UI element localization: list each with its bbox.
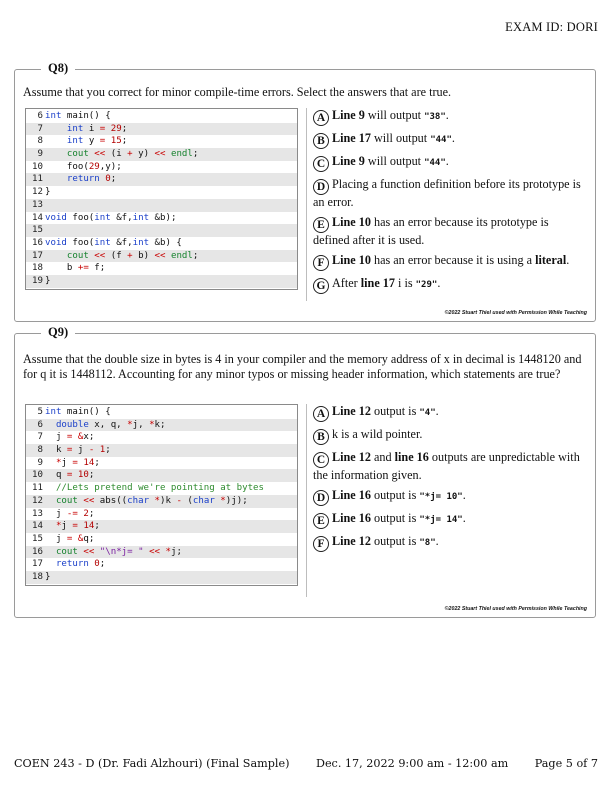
code-line-number: 12 — [32, 187, 43, 198]
code-token: ; — [110, 174, 117, 185]
code-line-number: 7 — [37, 123, 43, 134]
option-text: literal — [535, 253, 567, 267]
code-token: j — [45, 508, 67, 519]
code-line-number: 10 — [32, 470, 43, 481]
code-line — [26, 161, 297, 174]
question-9-label: Q9) — [41, 325, 75, 340]
code-line — [26, 482, 297, 495]
option-letter-circle[interactable]: B — [313, 133, 329, 149]
code-token: << — [154, 250, 166, 261]
code-line-text — [45, 444, 111, 457]
code-token: * — [55, 457, 62, 468]
option-letter-circle[interactable]: B — [313, 429, 329, 445]
output-literal: "44" — [430, 135, 452, 145]
code-line-number: 19 — [32, 275, 43, 286]
code-token: ; — [192, 250, 199, 261]
code-token: = — [66, 470, 73, 481]
code-token: 10 — [77, 470, 89, 481]
code-token: 2 — [83, 508, 89, 519]
code-line-number: 11 — [32, 174, 43, 185]
code-token: ; — [94, 521, 100, 532]
code-token: ; — [105, 445, 111, 456]
code-line-number: 8 — [37, 136, 43, 147]
code-line-text — [45, 212, 176, 225]
code-token: int — [45, 407, 62, 417]
code-line — [26, 495, 297, 508]
code-line-text — [45, 250, 198, 263]
code-token: << — [83, 495, 95, 506]
code-line — [26, 419, 297, 432]
option-letter-circle[interactable]: E — [313, 217, 329, 233]
code-line-text — [45, 262, 105, 275]
code-token: //Lets pretend we're pointing at bytes — [55, 483, 264, 494]
option-text: Line 10 — [332, 215, 371, 229]
code-token: = — [72, 457, 78, 468]
footer-date: Dec. 17, 2022 9:00 am - 12:00 am — [315, 757, 509, 770]
code-token: i — [83, 123, 100, 134]
code-token: j — [45, 533, 67, 544]
code-line — [26, 173, 297, 186]
code-token: * — [55, 521, 62, 532]
code-token: main() { — [61, 111, 111, 121]
code-token — [45, 124, 67, 134]
code-line — [26, 186, 297, 199]
code-token: ; — [121, 123, 128, 134]
exam-id: EXAM ID: DORI — [505, 20, 598, 34]
question-9-code-listing — [25, 404, 298, 586]
code-line — [26, 444, 297, 457]
option-text: . — [462, 511, 466, 525]
code-line-text — [45, 520, 100, 533]
code-token: return — [55, 559, 89, 570]
code-token: (f — [105, 250, 128, 261]
option-text: . — [462, 488, 466, 502]
code-line — [26, 123, 297, 136]
code-line-text — [45, 495, 248, 508]
answer-option-c[interactable] — [313, 450, 587, 483]
question-9-prompt: Assume that the double size in bytes is 4 in your compiler and the memory address of x in decimal is 1448120 and for q it is 1448112. Accounting for any minor typos or missing header information, which statements are true? — [23, 352, 582, 381]
code-line-number: 13 — [32, 508, 43, 519]
code-token: 1 — [99, 445, 106, 456]
code-line-number: 6 — [37, 419, 43, 430]
code-line-text — [45, 457, 100, 470]
code-line-number: 7 — [37, 432, 43, 443]
option-text: . — [566, 253, 570, 267]
code-line — [26, 469, 297, 482]
code-line-number: 17 — [32, 250, 43, 261]
question-9-options — [313, 404, 587, 557]
code-line — [26, 520, 297, 533]
code-token: abs(( — [94, 495, 128, 506]
code-token: j; — [171, 546, 182, 557]
code-token: } — [45, 187, 51, 198]
code-line-text — [45, 148, 198, 161]
answer-option-d[interactable] — [313, 177, 587, 210]
code-token: q; — [83, 533, 95, 544]
option-text: . — [435, 404, 439, 418]
code-token: << — [94, 149, 106, 160]
code-token: endl — [170, 149, 193, 160]
code-token: )k — [160, 495, 177, 506]
code-token: k; — [154, 419, 166, 430]
option-text: has an error because it is using a — [370, 253, 536, 267]
code-token: - — [88, 445, 95, 456]
code-line-text — [45, 571, 50, 584]
code-token — [45, 251, 67, 261]
code-token: b) — [132, 250, 155, 261]
code-token: 14 — [83, 457, 95, 468]
code-token: * — [220, 495, 226, 506]
code-line-text — [45, 558, 105, 571]
code-token: ; — [121, 136, 128, 147]
code-token: -= — [66, 508, 78, 519]
code-line — [26, 212, 297, 225]
code-token: int — [66, 123, 84, 134]
code-line-text — [45, 173, 116, 186]
option-text: . — [451, 131, 455, 145]
code-line — [26, 237, 297, 250]
code-line-number: 13 — [32, 199, 43, 210]
option-text: will output — [370, 131, 431, 145]
code-token — [45, 458, 56, 468]
code-line-number: 14 — [32, 521, 43, 532]
code-token — [45, 136, 67, 146]
option-letter-circle[interactable]: F — [313, 255, 329, 271]
code-line-number: 11 — [32, 483, 43, 494]
code-token: int — [66, 136, 84, 147]
code-token: x, q, — [88, 419, 128, 430]
option-text: k is a wild pointer. — [332, 427, 423, 441]
code-token: int — [94, 212, 111, 223]
output-literal: "29" — [415, 280, 438, 290]
code-line-number: 18 — [32, 263, 43, 274]
code-token: * — [149, 419, 155, 430]
question-9-divider — [306, 404, 307, 597]
option-text: i is — [394, 276, 416, 290]
code-token: cout — [55, 546, 78, 557]
output-literal: "4" — [419, 408, 436, 418]
option-letter-circle[interactable]: D — [313, 490, 329, 506]
code-line-text — [45, 419, 166, 432]
code-token: & — [77, 533, 84, 544]
option-letter-circle[interactable]: E — [313, 513, 329, 529]
code-line-number: 15 — [32, 533, 43, 544]
code-token: (i — [105, 149, 128, 160]
code-line-number: 8 — [37, 445, 43, 456]
question-9-credit: ©2022 Stuart Thiel used with Permission While Teaching — [444, 606, 587, 612]
code-line-text — [45, 123, 127, 136]
code-token: * — [165, 546, 171, 557]
code-token: j — [72, 445, 89, 456]
output-literal: "*j= 14" — [419, 515, 463, 525]
code-token: 14 — [83, 521, 95, 532]
option-letter-circle[interactable]: A — [313, 110, 329, 126]
answer-option-g[interactable] — [313, 276, 587, 294]
code-token: 29 — [110, 123, 122, 134]
code-line — [26, 135, 297, 148]
code-line-number: 5 — [37, 407, 43, 417]
code-token — [45, 174, 67, 184]
code-token: k — [45, 445, 67, 456]
code-line — [26, 546, 297, 559]
option-text: has an error because its prototype is defined after it is used. — [313, 215, 549, 247]
code-token: &f, — [110, 212, 133, 223]
code-line — [26, 275, 297, 288]
code-token: = — [66, 432, 73, 443]
code-token: + — [127, 250, 133, 261]
option-text: . — [445, 154, 449, 168]
code-token — [45, 483, 56, 493]
option-text: Placing a function definition before its prototype is an error. — [313, 177, 581, 209]
code-token: << — [83, 546, 95, 557]
code-token: += — [77, 263, 89, 274]
code-token: cout — [66, 149, 89, 160]
code-token: ; — [99, 559, 106, 570]
code-token: b — [45, 263, 78, 274]
code-line — [26, 533, 297, 546]
code-token: int — [132, 212, 150, 223]
option-text: Line 12 — [332, 450, 371, 464]
code-token: int — [94, 237, 111, 248]
answer-option-b[interactable] — [313, 427, 587, 445]
code-token: ( — [181, 495, 193, 506]
code-token: &f, — [110, 237, 133, 248]
option-text: . — [437, 276, 441, 290]
code-token: * — [154, 495, 161, 506]
code-token: y) — [132, 149, 155, 160]
option-text: output is — [370, 511, 420, 525]
code-line-text — [45, 186, 50, 199]
output-literal: "*j= 10" — [419, 492, 463, 502]
question-8-credit: ©2022 Stuart Thiel used with Permission While Teaching — [444, 310, 587, 316]
code-token: j — [45, 432, 67, 443]
code-token: } — [45, 571, 51, 582]
option-text: . — [445, 108, 449, 122]
code-line — [26, 431, 297, 444]
answer-option-b[interactable] — [313, 131, 587, 149]
code-token: << — [154, 149, 166, 160]
code-token: return — [66, 174, 100, 185]
code-token: 0 — [105, 174, 111, 185]
code-line-text — [45, 237, 182, 250]
code-token: q — [45, 470, 67, 481]
code-token: << — [149, 546, 161, 557]
code-token: void — [45, 212, 67, 223]
code-token: &b); — [149, 212, 177, 223]
option-text: Line 12 — [332, 534, 371, 548]
question-8-code-listing — [25, 108, 298, 290]
footer-course: COEN 243 - D (Dr. Fadi Alzhouri) (Final Sample) — [14, 757, 290, 770]
code-token: int — [132, 237, 150, 248]
code-line — [26, 110, 297, 123]
option-text: will output — [364, 108, 425, 122]
code-token — [45, 547, 56, 557]
code-token: main() { — [61, 407, 111, 417]
code-line-number: 6 — [37, 111, 43, 121]
code-token: &b) { — [149, 237, 182, 248]
code-line-text — [45, 482, 264, 495]
code-token — [45, 420, 56, 430]
option-letter-circle[interactable]: G — [313, 278, 329, 294]
code-token: "\n*j= " — [99, 546, 144, 557]
code-token: foo( — [66, 212, 95, 223]
code-line-number: 9 — [37, 149, 43, 160]
option-text: and — [370, 450, 395, 464]
code-token: = — [66, 445, 73, 456]
code-token: = — [72, 521, 78, 532]
code-line — [26, 406, 297, 419]
option-text: Line 9 — [332, 154, 365, 168]
answer-option-f[interactable] — [313, 534, 587, 552]
option-text: will output — [364, 154, 425, 168]
code-line-number: 17 — [32, 559, 43, 570]
code-token: cout — [55, 495, 78, 506]
code-token: j — [61, 457, 73, 468]
code-line — [26, 199, 297, 212]
code-token: = — [99, 123, 106, 134]
output-literal: "8" — [419, 538, 436, 548]
option-text: Line 12 — [332, 404, 371, 418]
answer-option-f[interactable] — [313, 253, 587, 271]
option-letter-circle[interactable]: C — [313, 452, 329, 468]
code-token: ; — [94, 457, 100, 468]
code-token: j, — [132, 419, 150, 430]
code-line — [26, 558, 297, 571]
code-line — [26, 508, 297, 521]
option-text: Line 10 — [332, 253, 371, 267]
code-token: ; — [88, 508, 95, 519]
code-token: & — [77, 432, 84, 443]
option-text: outputs are unpredictable with the information given. — [313, 450, 580, 482]
code-line — [26, 224, 297, 237]
code-token: 15 — [110, 136, 122, 147]
code-line-text — [45, 161, 122, 174]
option-text: output is — [370, 534, 420, 548]
code-token: endl — [170, 250, 193, 261]
code-line — [26, 457, 297, 470]
question-8-options — [313, 108, 587, 299]
code-token: void — [45, 237, 67, 248]
code-token: 29 — [88, 161, 100, 172]
code-line-text — [45, 469, 94, 482]
code-token: char — [192, 495, 215, 506]
code-token: char — [127, 495, 150, 506]
answer-option-a[interactable] — [313, 108, 587, 126]
code-token: y — [83, 136, 100, 147]
option-text: Line 16 — [332, 488, 371, 502]
code-line-number: 15 — [32, 225, 43, 236]
code-token: foo( — [66, 237, 95, 248]
option-text: Line 17 — [332, 131, 371, 145]
output-literal: "38" — [424, 112, 446, 122]
code-token: } — [45, 275, 51, 286]
code-token: << — [94, 250, 106, 261]
answer-option-e[interactable] — [313, 511, 587, 529]
option-text: output is — [370, 404, 420, 418]
code-line-number: 16 — [32, 546, 43, 557]
code-token: * — [127, 419, 133, 430]
code-token: ,y); — [99, 161, 122, 172]
option-letter-circle[interactable]: F — [313, 536, 329, 552]
code-token — [45, 149, 67, 159]
code-token: j — [61, 521, 73, 532]
code-line — [26, 250, 297, 263]
code-line-number: 16 — [32, 237, 43, 248]
option-letter-circle[interactable]: C — [313, 156, 329, 172]
code-token: + — [127, 149, 133, 160]
answer-option-c[interactable] — [313, 154, 587, 172]
code-line-number: 14 — [32, 212, 43, 223]
code-line-number: 12 — [32, 495, 43, 506]
answer-option-d[interactable] — [313, 488, 587, 506]
code-line-text — [45, 546, 182, 559]
page-footer — [14, 757, 598, 770]
code-line-text — [45, 533, 94, 546]
code-line — [26, 262, 297, 275]
code-line-number: 18 — [32, 571, 43, 582]
code-token — [45, 496, 56, 506]
code-line — [26, 148, 297, 161]
code-line-text — [45, 135, 127, 148]
footer-page-number: Page 5 of 7 — [534, 757, 598, 770]
code-line-text — [45, 275, 50, 288]
option-text: line 17 — [360, 276, 395, 290]
code-line-text — [45, 508, 94, 521]
question-8-box — [14, 61, 596, 322]
question-8-label: Q8) — [41, 61, 75, 76]
code-line-text — [45, 431, 94, 444]
option-letter-circle[interactable]: A — [313, 406, 329, 422]
code-line-number: 10 — [32, 161, 43, 172]
code-line — [26, 571, 297, 584]
option-text: output is — [370, 488, 420, 502]
code-token: = — [66, 533, 73, 544]
code-token: 0 — [94, 559, 100, 570]
option-text: line 16 — [394, 450, 429, 464]
option-text: After — [332, 276, 361, 290]
code-token: f; — [88, 263, 106, 274]
code-token: ; — [192, 149, 199, 160]
code-token: = — [99, 136, 106, 147]
code-token: ; — [88, 470, 95, 481]
output-literal: "44" — [424, 158, 446, 168]
code-token: x; — [83, 432, 95, 443]
code-token: - — [176, 495, 182, 506]
code-line-number: 9 — [37, 457, 43, 468]
code-token — [45, 521, 56, 531]
code-line-text — [45, 110, 111, 123]
option-text: Line 16 — [332, 511, 371, 525]
code-token: double — [55, 419, 89, 430]
option-letter-circle[interactable]: D — [313, 179, 329, 195]
question-9-box — [14, 325, 596, 618]
answer-option-a[interactable] — [313, 404, 587, 422]
code-token: )j); — [225, 495, 248, 506]
code-line-text — [45, 406, 111, 419]
option-text: Line 9 — [332, 108, 365, 122]
code-token: int — [45, 111, 62, 121]
question-8-prompt: Assume that you correct for minor compile-time errors. Select the answers that are true. — [23, 85, 452, 99]
code-token — [45, 559, 56, 569]
code-token: cout — [66, 250, 89, 261]
answer-option-e[interactable] — [313, 215, 587, 248]
code-token: foo( — [45, 161, 89, 172]
question-8-divider — [306, 108, 307, 301]
option-text: . — [435, 534, 439, 548]
